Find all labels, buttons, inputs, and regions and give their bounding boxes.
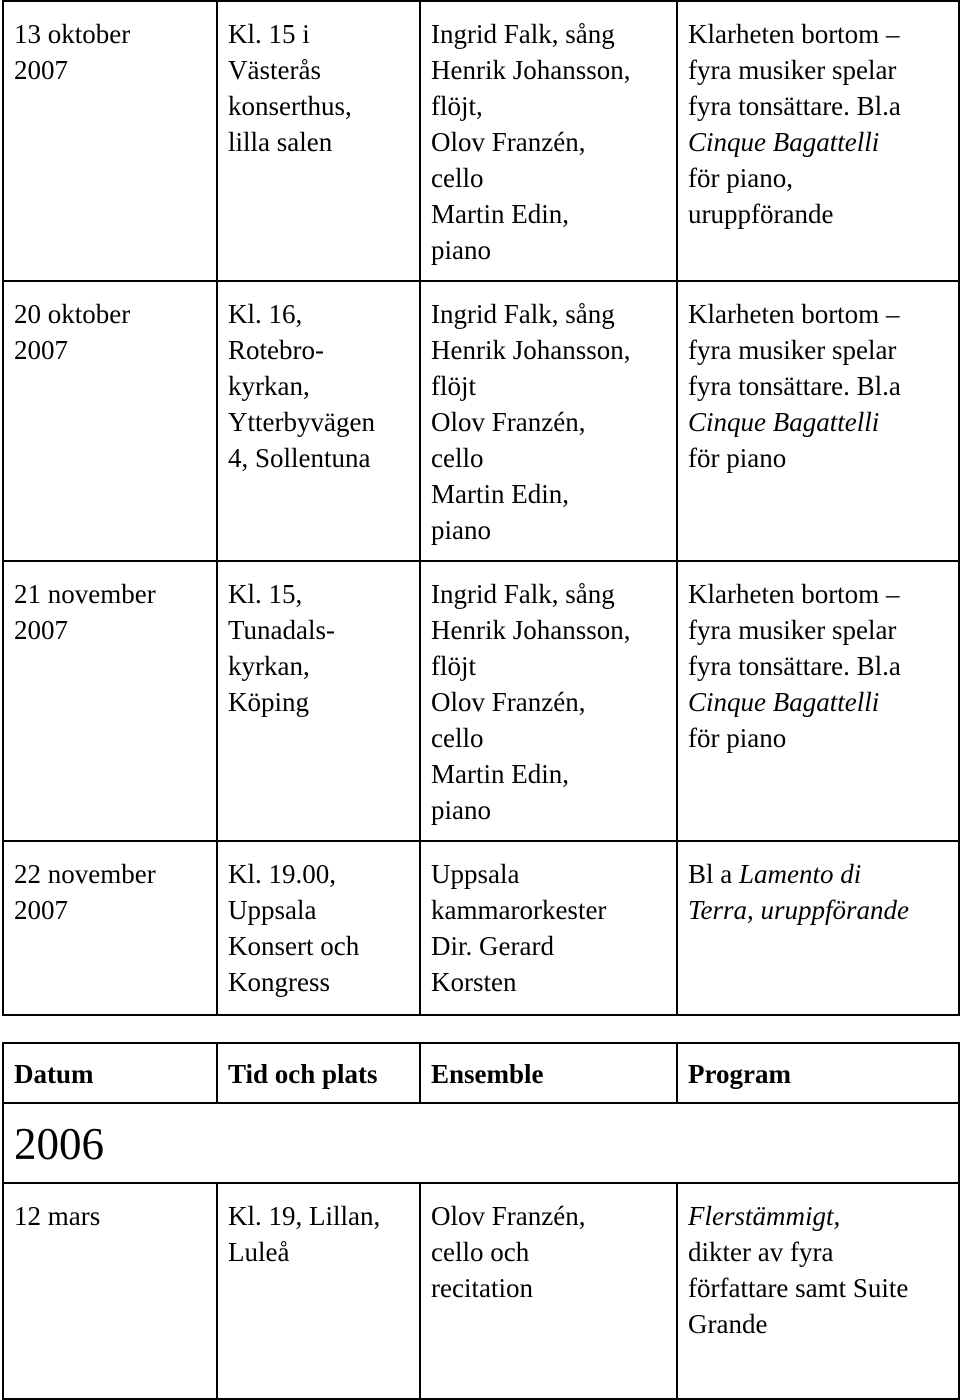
program-cell: Klarheten bortom – fyra musiker spelar fyra tonsättare. Bl.a Cinque Bagattelli för piano, uruppförande <box>677 1 959 281</box>
header-date: Datum <box>3 1043 217 1103</box>
venue-cell: Kl. 19, Lillan, Luleå <box>217 1183 420 1399</box>
header-program: Program <box>677 1043 959 1103</box>
header-ensemble: Ensemble <box>420 1043 677 1103</box>
year-row <box>3 1103 959 1183</box>
concerts-2006-table <box>2 1042 960 1400</box>
venue-cell: Kl. 19.00, Uppsala Konsert och Kongress <box>217 841 420 1015</box>
year-heading: 2006 <box>3 1103 959 1183</box>
table-row <box>3 281 959 561</box>
ensemble-cell: Uppsala kammarorkester Dir. Gerard Korsten <box>420 841 677 1015</box>
program-cell: Klarheten bortom – fyra musiker spelar fyra tonsättare. Bl.a Cinque Bagattelli för piano <box>677 281 959 561</box>
date-cell: 12 mars <box>3 1183 217 1399</box>
venue-cell: Kl. 15, Tunadals- kyrkan, Köping <box>217 561 420 841</box>
concerts-2007-table <box>2 0 960 1016</box>
table-row <box>3 841 959 1015</box>
table-header-row <box>3 1043 959 1103</box>
ensemble-cell: Ingrid Falk, sång Henrik Johansson, flöjt, Olov Franzén, cello Martin Edin, piano <box>420 1 677 281</box>
venue-cell: Kl. 15 i Västerås konserthus, lilla salen <box>217 1 420 281</box>
program-cell: Klarheten bortom – fyra musiker spelar fyra tonsättare. Bl.a Cinque Bagattelli för piano <box>677 561 959 841</box>
date-cell: 21 november 2007 <box>3 561 217 841</box>
table-row <box>3 561 959 841</box>
header-time-place: Tid och plats <box>217 1043 420 1103</box>
program-cell: Flerstämmigt, dikter av fyra författare samt Suite Grande <box>677 1183 959 1399</box>
date-cell: 13 oktober 2007 <box>3 1 217 281</box>
ensemble-cell: Olov Franzén, cello och recitation <box>420 1183 677 1399</box>
date-cell: 20 oktober 2007 <box>3 281 217 561</box>
table-row <box>3 1 959 281</box>
ensemble-cell: Ingrid Falk, sång Henrik Johansson, flöjt Olov Franzén, cello Martin Edin, piano <box>420 281 677 561</box>
table-row <box>3 1183 959 1399</box>
program-cell: Bl a Lamento di Terra, uruppförande <box>677 841 959 1015</box>
date-cell: 22 november 2007 <box>3 841 217 1015</box>
venue-cell: Kl. 16, Rotebro- kyrkan, Ytterbyvägen 4, Sollentuna <box>217 281 420 561</box>
ensemble-cell: Ingrid Falk, sång Henrik Johansson, flöjt Olov Franzén, cello Martin Edin, piano <box>420 561 677 841</box>
